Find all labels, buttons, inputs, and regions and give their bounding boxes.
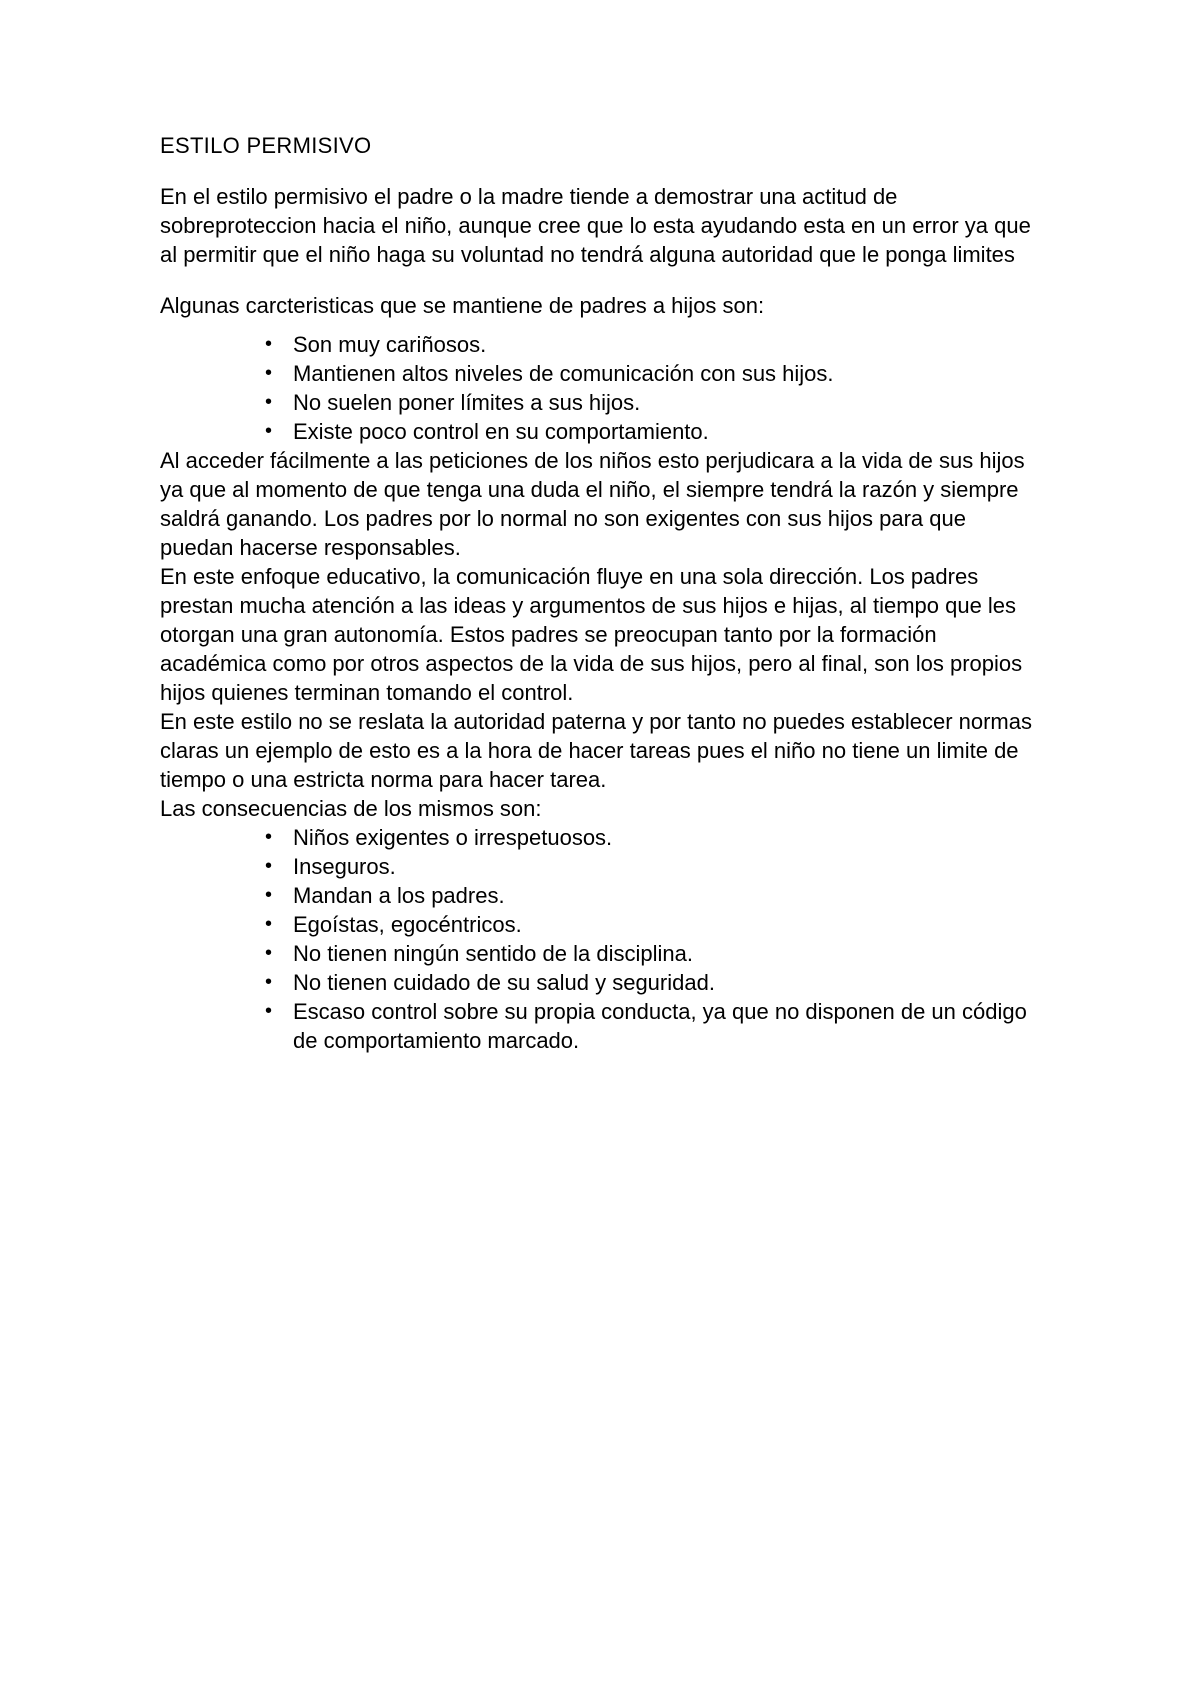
list-item-text: Niños exigentes o irrespetuosos. — [293, 825, 613, 850]
list-item — [265, 852, 1042, 881]
body-paragraph: Al acceder fácilmente a las peticiones de los niños esto perjudicara a la vida de sus hijos ya que al momento de que tenga una duda el niño, el siempre tendrá la razón y siempre saldrá ganando. Los padres por lo normal no son exigentes con sus hijos para que puedan hacerse responsables. — [160, 448, 1025, 560]
list-item-text: Son muy cariñosos. — [293, 332, 487, 357]
list-item — [265, 359, 1042, 388]
list-item — [265, 330, 1042, 359]
list-item-text: Mandan a los padres. — [293, 883, 505, 908]
consequences-list — [265, 823, 1042, 1055]
list-item-text: No tienen ningún sentido de la disciplina. — [293, 941, 693, 966]
list-item — [265, 910, 1042, 939]
list-item — [265, 968, 1042, 997]
paragraph-intro: En el estilo permisivo el padre o la madre tiende a demostrar una actitud de sobreproteccion hacia el niño, aunque cree que lo esta ayudando esta en un error ya que al permitir que el niño haga su voluntad no tendrá alguna autoridad que le ponga limites — [160, 184, 1031, 267]
bullet-icon: • — [265, 826, 273, 848]
bullet-icon: • — [265, 391, 273, 413]
list-item — [265, 417, 1042, 446]
list-item — [265, 388, 1042, 417]
list-item-text: Existe poco control en su comportamiento. — [293, 419, 709, 444]
body-paragraph: En este estilo no se reslata la autoridad paterna y por tanto no puedes establecer normas claras un ejemplo de esto es a la hora de hacer tareas pues el niño no tiene un limite de tiempo o una estricta norma para hacer tarea. — [160, 709, 1032, 792]
characteristics-list — [265, 330, 1042, 446]
list-item-text: No suelen poner límites a sus hijos. — [293, 390, 641, 415]
list-item-text: Escaso control sobre su propia conducta, ya que no disponen de un código de comportamiento marcado. — [293, 999, 1027, 1053]
list-item-text: Inseguros. — [293, 854, 396, 879]
bullet-icon: • — [265, 971, 273, 993]
characteristics-intro: Algunas carcteristicas que se mantiene de padres a hijos son: — [160, 293, 765, 318]
list-item — [265, 823, 1042, 852]
list-item-text: Mantienen altos niveles de comunicación con sus hijos. — [293, 361, 834, 386]
body-paragraph: Las consecuencias de los mismos son: — [160, 796, 542, 821]
bullet-icon: • — [265, 855, 273, 877]
bullet-icon: • — [265, 913, 273, 935]
bullet-icon: • — [265, 942, 273, 964]
body-paragraph: En este enfoque educativo, la comunicación fluye en una sola dirección. Los padres prestan mucha atención a las ideas y argumentos de sus hijos e hijas, al tiempo que les otorgan una gran autonomía. Estos padres se preocupan tanto por la formación académica como por otros aspectos de la vida de sus hijos, pero al final, son los propios hijos quienes terminan tomando el control. — [160, 564, 1023, 705]
list-item — [265, 881, 1042, 910]
document-title: ESTILO PERMISIVO — [160, 133, 372, 158]
list-item-text: Egoístas, egocéntricos. — [293, 912, 522, 937]
bullet-icon: • — [265, 333, 273, 355]
list-item — [265, 939, 1042, 968]
list-item — [265, 997, 1042, 1055]
bullet-icon: • — [265, 420, 273, 442]
bullet-icon: • — [265, 362, 273, 384]
list-item-text: No tienen cuidado de su salud y seguridad. — [293, 970, 715, 995]
document-body — [160, 131, 1042, 1055]
bullet-icon: • — [265, 1000, 273, 1022]
bullet-icon: • — [265, 884, 273, 906]
